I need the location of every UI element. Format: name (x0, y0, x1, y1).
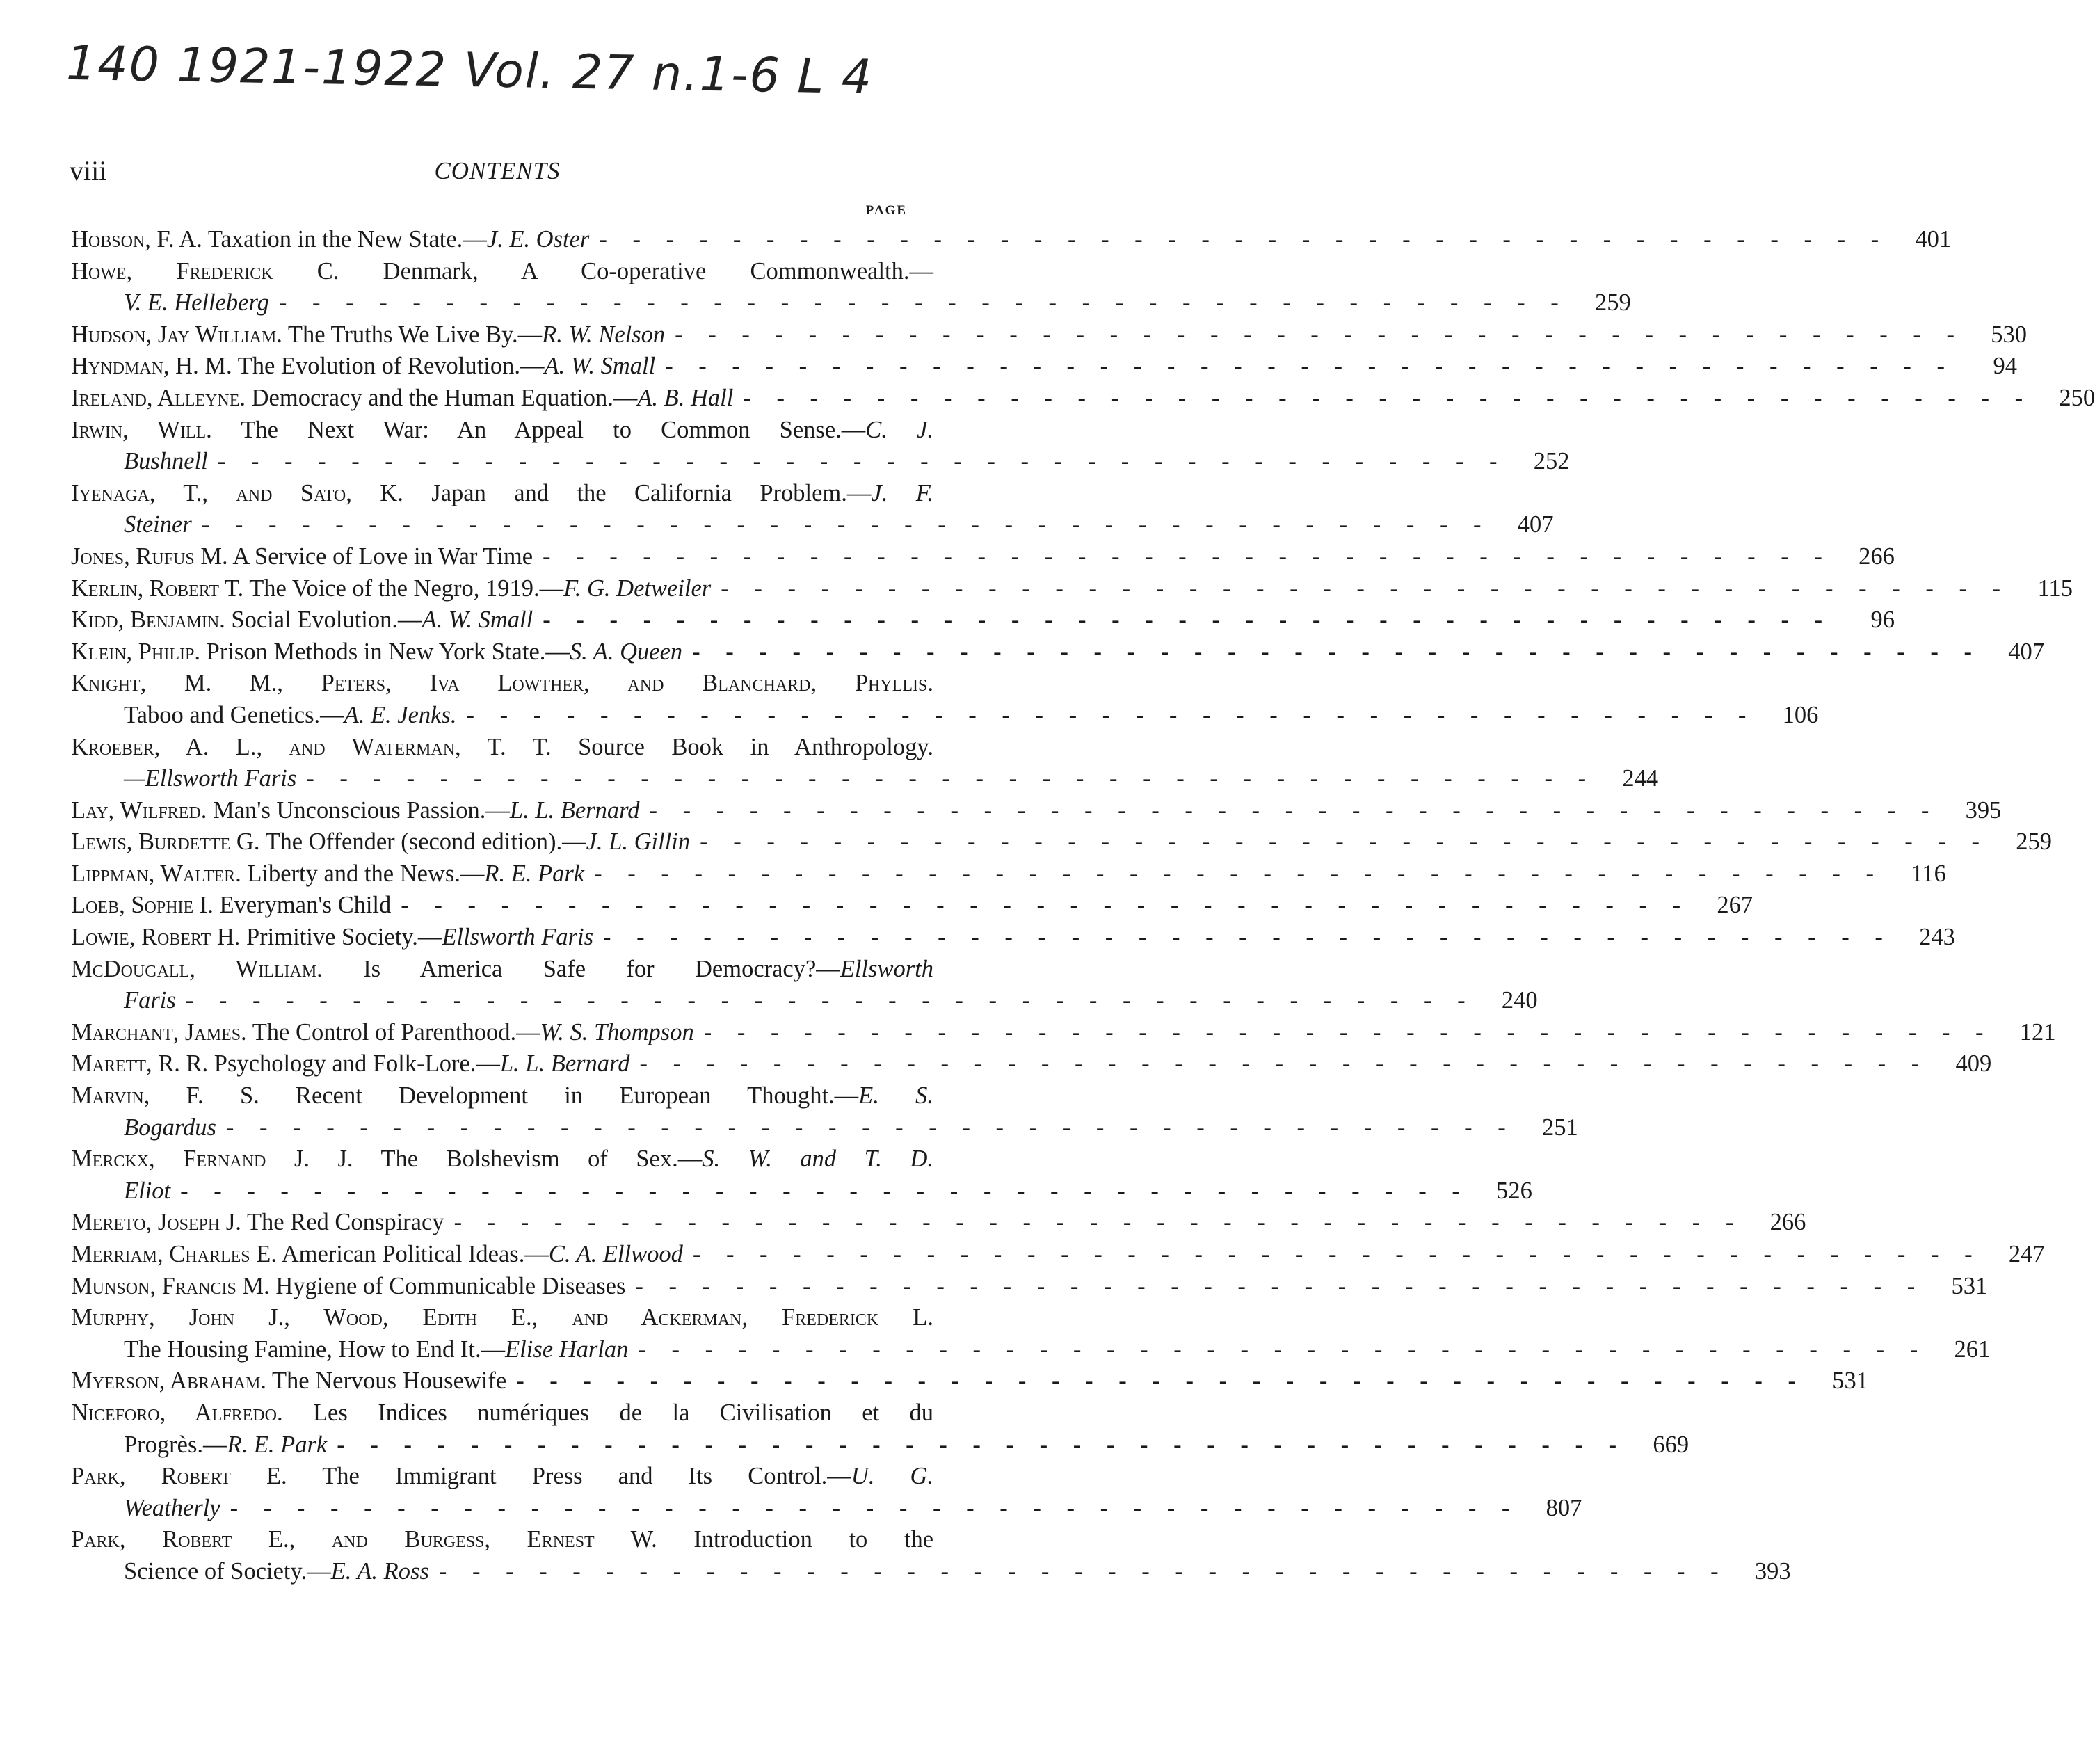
entry-reviewer: Bogardus (124, 1114, 216, 1141)
entry-page-number: 526 (1496, 1177, 1532, 1204)
entry-title: Prison Methods in New York State.— (206, 638, 570, 665)
page-header (70, 154, 925, 189)
entry-title: Science of Society.— (124, 1557, 331, 1585)
entry-page-number: 247 (2008, 1241, 2045, 1267)
entry-author: Iyenaga, T., and Sato, K. (71, 479, 403, 506)
entry-author: Murphy, John J., Wood, Edith E., and Ackerman, Frederick L. (71, 1304, 933, 1331)
entry-reviewer: S. A. Queen (569, 638, 683, 665)
entry-author: Marvin, F. S. (71, 1082, 259, 1109)
dot-leader: - - - - - - - - - - - - - - - - - - - - - - - - - - - - - - - - - - - - - - - (438, 1557, 1728, 1585)
contents-entry (71, 1144, 933, 1176)
dot-leader: - - - - - - - - - - - - - - - - - - - - - - - - - - - - - - - - - - - - - - - (180, 1177, 1470, 1204)
entry-page-number: 531 (1951, 1272, 1988, 1299)
entry-title: Taboo and Genetics.— (124, 701, 344, 728)
contents-entry (71, 604, 1895, 636)
entry-author: Jones, Rufus M. (71, 543, 228, 570)
entry-title: Liberty and the News.— (247, 860, 485, 887)
entry-title: The Evolution of Revolution.— (237, 353, 545, 380)
contents-entry (71, 636, 2044, 668)
contents-entry (71, 319, 2027, 351)
contents-list (71, 224, 2095, 1588)
entry-reviewer: J. F. (871, 479, 933, 506)
entry-reviewer: J. E. Oster (486, 226, 590, 252)
entry-reviewer: S. W. and T. D. (702, 1146, 933, 1173)
contents-entry (71, 1524, 933, 1556)
entry-title: The Bolshevism of Sex.— (380, 1146, 703, 1173)
dot-leader: - - - - - - - - - - - - - - - - - - - - - - - - - - - - - - - - - - - - - - - (201, 511, 1491, 538)
dot-leader: - - - - - - - - - - - - - - - - - - - - - - - - - - - - - - - - - - - - - - - (230, 1494, 1520, 1521)
entry-page-number: 240 (1501, 987, 1538, 1014)
entry-title: Social Evolution.— (231, 607, 422, 634)
entry-reviewer: F. G. Detweiler (563, 575, 712, 602)
entry-title: The Red Conspiracy (246, 1209, 444, 1236)
entry-reviewer: Bushnell (124, 448, 208, 475)
contents-entry (71, 954, 933, 986)
contents-entry-continuation (71, 1556, 1791, 1588)
contents-entry-continuation (71, 1112, 1578, 1144)
entry-author: Lowie, Robert H. (71, 924, 241, 951)
entry-title: Hygiene of Communicable Diseases (275, 1272, 626, 1299)
contents-entry (71, 1239, 2045, 1271)
contents-entry (71, 1397, 933, 1429)
entry-author: Kroeber, A. L., and Waterman, T. T. (71, 733, 552, 760)
entry-author: Loeb, Sophie I. (71, 892, 214, 919)
entry-page-number: 401 (1915, 226, 1952, 252)
contents-entry (71, 383, 2095, 415)
entry-page-number: 252 (1533, 448, 1570, 475)
entry-author: Lippman, Walter. (71, 860, 241, 887)
entry-title: A Service of Love in War Time (232, 543, 533, 570)
entry-page-number: 807 (1546, 1494, 1582, 1521)
entry-reviewer: L. L. Bernard (499, 1050, 630, 1077)
dot-leader: - - - - - - - - - - - - - - - - - - - - - - - - - - - - - - - - - - - - - - - (665, 353, 1954, 380)
dot-leader: - - - - - - - - - - - - - - - - - - - - - - - - - - - - - - - - - - - - - - - (466, 701, 1756, 728)
entry-page-number: 395 (1965, 796, 2002, 824)
entry-page-number: 407 (1517, 511, 1554, 538)
entry-title: Democracy and the Human Equation.— (251, 384, 638, 411)
entry-title: Is America Safe for Democracy?— (363, 955, 840, 982)
entry-title: Progrès.— (124, 1431, 227, 1458)
entry-reviewer: E. A. Ross (330, 1557, 429, 1585)
entry-page-number: 116 (1911, 860, 1946, 887)
dot-leader: - - - - - - - - - - - - - - - - - - - - - - - - - - - - - - - - - - - - - - - (675, 321, 1964, 348)
entry-reviewer: W. S. Thompson (540, 1018, 694, 1045)
entry-title: The Control of Parenthood.— (252, 1018, 540, 1045)
contents-entry (71, 224, 1952, 256)
entry-title: Primitive Society.— (246, 924, 442, 951)
entry-reviewer: V. E. Helleberg (124, 289, 269, 316)
entry-reviewer: C. J. (865, 416, 933, 443)
entry-author: Lay, Wilfred. (71, 796, 207, 824)
dot-leader: - - - - - - - - - - - - - - - - - - - - - - - - - - - - - - - - - - - - - - - (306, 765, 1596, 792)
entry-page-number: 259 (2016, 828, 2052, 856)
entry-reviewer: A. W. Small (544, 353, 656, 380)
entry-title: Man's Unconscious Passion.— (212, 796, 510, 824)
entry-reviewer: Ellsworth (840, 955, 934, 982)
entry-reviewer: —Ellsworth Faris (124, 765, 297, 792)
contents-entry (71, 858, 1946, 890)
entry-author: Park, Robert E., and Burgess, Ernest W. (71, 1526, 657, 1553)
contents-entry-continuation (71, 1429, 1689, 1461)
entry-title: The Immigrant Press and Its Control.— (322, 1463, 851, 1490)
entry-title: The Voice of the Negro, 1919.— (249, 575, 564, 602)
entry-page-number: 94 (1993, 353, 2017, 380)
contents-entry (71, 1080, 933, 1112)
contents-entry (71, 351, 2017, 383)
dot-leader: - - - - - - - - - - - - - - - - - - - - - - - - - - - - - - - - - - - - - - - (638, 1336, 1928, 1363)
entry-page-number: 115 (2037, 575, 2073, 602)
contents-entry (71, 890, 1753, 922)
entry-reviewer: A. B. Hall (637, 384, 734, 411)
entry-author: Lewis, Burdette G. (71, 828, 260, 856)
contents-entry (71, 541, 1895, 573)
entry-reviewer: R. W. Nelson (542, 321, 666, 348)
entry-page-number: 121 (2019, 1018, 2056, 1045)
dot-leader: - - - - - - - - - - - - - - - - - - - - - - - - - - - - - - - - - - - - - - - (337, 1431, 1627, 1458)
entry-author: Knight, M. M., Peters, Iva Lowther, and Blanchard, Phyllis. (71, 670, 933, 697)
entry-title: Psychology and Folk-Lore.— (214, 1050, 500, 1077)
entry-title: The Next War: An Appeal to Common Sense.— (241, 416, 866, 443)
entry-title: Les Indices numériques de la Civilisation et du (312, 1399, 933, 1426)
dot-leader: - - - - - - - - - - - - - - - - - - - - - - - - - - - - - - - - - - - - - - - (603, 924, 1893, 951)
contents-entry-continuation (71, 700, 1819, 732)
contents-entry (71, 922, 1955, 954)
contents-entry-continuation (71, 1176, 1532, 1208)
entry-author: Kerlin, Robert T. (71, 575, 244, 602)
entry-page-number: 243 (1919, 924, 1955, 951)
entry-page-number: 106 (1782, 701, 1819, 728)
dot-leader: - - - - - - - - - - - - - - - - - - - - - - - - - - - - - - - - - - - - - - - (543, 607, 1833, 634)
dot-leader: - - - - - - - - - - - - - - - - - - - - - - - - - - - - - - - - - - - - - - - (278, 289, 1568, 316)
dot-leader: - - - - - - - - - - - - - - - - - - - - - - - - - - - - - - - - - - - - - - - (401, 892, 1691, 919)
entry-reviewer: A. W. Small (422, 607, 533, 634)
entry-title: American Political Ideas.— (281, 1241, 549, 1267)
entry-page-number: 266 (1859, 543, 1895, 570)
entry-title: The Offender (second edition).— (265, 828, 586, 856)
contents-entry (71, 1017, 2056, 1049)
contents-entry (71, 1302, 933, 1334)
dot-leader: - - - - - - - - - - - - - - - - - - - - - - - - - - - - - - - - - - - - - - - (692, 638, 1982, 665)
contents-entry (71, 668, 933, 700)
entry-author: Irwin, Will. (71, 416, 212, 443)
contents-entry (71, 478, 933, 510)
entry-title: The Truths We Live By.— (287, 321, 543, 348)
entry-title: Recent Development in European Thought.— (296, 1082, 859, 1109)
entry-page-number: 261 (1954, 1336, 1991, 1363)
dot-leader: - - - - - - - - - - - - - - - - - - - - - - - - - - - - - - - - - - - - - - - (217, 448, 1507, 475)
contents-entry (71, 415, 933, 447)
entry-reviewer: L. L. Bernard (509, 796, 640, 824)
contents-entry (71, 732, 933, 764)
entry-author: McDougall, William. (71, 955, 323, 982)
entry-page-number: 393 (1754, 1557, 1791, 1585)
entry-title: Japan and the California Problem.— (431, 479, 872, 506)
entry-author: Mereto, Joseph J. (71, 1209, 241, 1236)
entry-title: Source Book in Anthropology. (578, 733, 934, 760)
entry-author: Munson, Francis M. (71, 1272, 270, 1299)
entry-author: Merriam, Charles E. (71, 1241, 277, 1267)
entry-page-number: 251 (1541, 1114, 1578, 1141)
entry-title: Introduction to the (693, 1526, 934, 1553)
entry-author: Ireland, Alleyne. (71, 384, 246, 411)
entry-title: The Housing Famine, How to End It.— (124, 1336, 506, 1363)
contents-entry (71, 1461, 933, 1493)
contents-entry-continuation (71, 1334, 1991, 1366)
entry-reviewer: E. S. (858, 1082, 933, 1109)
folio-number: viii (70, 155, 107, 186)
entry-author: Hyndman, H. M. (71, 353, 232, 380)
entry-author: Myerson, Abraham. (71, 1368, 266, 1395)
entry-reviewer: U. G. (851, 1463, 933, 1490)
entry-reviewer: Eliot (124, 1177, 171, 1204)
dot-leader: - - - - - - - - - - - - - - - - - - - - - - - - - - - - - - - - - - - - - - - (635, 1272, 1925, 1299)
entry-reviewer: R. E. Park (484, 860, 585, 887)
contents-entry-continuation (71, 446, 1570, 478)
entry-page-number: 244 (1622, 765, 1659, 792)
entry-author: Hudson, Jay William. (71, 321, 282, 348)
contents-entry-continuation (71, 287, 1631, 319)
contents-entry (71, 1365, 1868, 1397)
contents-entry (71, 826, 2052, 858)
entry-reviewer: Faris (124, 987, 176, 1014)
entry-reviewer: Weatherly (124, 1494, 220, 1521)
entry-reviewer: A. E. Jenks. (344, 701, 457, 728)
contents-entry-continuation (71, 763, 1659, 795)
entry-author: Kidd, Benjamin. (71, 607, 225, 634)
page-column-label: PAGE (865, 203, 907, 218)
dot-leader: - - - - - - - - - - - - - - - - - - - - - - - - - - - - - - - - - - - - - - - (516, 1368, 1806, 1395)
entry-author: Park, Robert E. (71, 1463, 287, 1490)
entry-reviewer: Elise Harlan (505, 1336, 629, 1363)
entry-page-number: 266 (1769, 1209, 1806, 1236)
entry-author: Marchant, James. (71, 1018, 247, 1045)
entry-author: Klein, Philip. (71, 638, 200, 665)
entry-page-number: 409 (1955, 1050, 1992, 1077)
entry-title: The Nervous Housewife (271, 1368, 507, 1395)
contents-entry (71, 795, 2002, 827)
handwritten-annotation: 140 1921-1922 Vol. 27 n.1-6 L 4 (65, 35, 874, 106)
dot-leader: - - - - - - - - - - - - - - - - - - - - - - - - - - - - - - - - - - - - - - - (700, 828, 1989, 856)
dot-leader: - - - - - - - - - - - - - - - - - - - - - - - - - - - - - - - - - - - - - - - (453, 1209, 1744, 1236)
dot-leader: - - - - - - - - - - - - - - - - - - - - - - - - - - - - - - - - - - - - - - - (599, 226, 1889, 252)
dot-leader: - - - - - - - - - - - - - - - - - - - - - - - - - - - - - - - - - - - - - - - (743, 384, 2033, 411)
entry-reviewer: C. A. Ellwood (548, 1241, 683, 1267)
entry-page-number: 250 (2059, 384, 2095, 411)
contents-entry (71, 1048, 1992, 1080)
entry-title: Everyman's Child (219, 892, 392, 919)
entry-page-number: 531 (1832, 1368, 1868, 1395)
contents-entry-continuation (71, 985, 1538, 1017)
dot-leader: - - - - - - - - - - - - - - - - - - - - - - - - - - - - - - - - - - - - - - - (225, 1114, 1516, 1141)
entry-author: Howe, Frederick C. (71, 257, 339, 284)
entry-page-number: 267 (1717, 892, 1753, 919)
entry-reviewer: R. E. Park (227, 1431, 328, 1458)
entry-reviewer: Steiner (124, 511, 192, 538)
entry-title: Taxation in the New State.— (207, 226, 487, 252)
entry-page-number: 96 (1870, 607, 1895, 634)
entry-author: Marett, R. R. (71, 1050, 209, 1077)
contents-entry-continuation (71, 1493, 1582, 1525)
entry-reviewer: Ellsworth Faris (442, 924, 594, 951)
entry-page-number: 530 (1991, 321, 2027, 348)
entry-title: Denmark, A Co-operative Commonwealth.— (383, 257, 934, 284)
dot-leader: - - - - - - - - - - - - - - - - - - - - - - - - - - - - - - - - - - - - - - - (721, 575, 2011, 602)
entry-author: Hobson, F. A. (71, 226, 202, 252)
running-head: CONTENTS (434, 157, 561, 184)
entry-reviewer: J. L. Gillin (586, 828, 691, 856)
dot-leader: - - - - - - - - - - - - - - - - - - - - - - - - - - - - - - - - - - - - - - - (703, 1018, 1993, 1045)
entry-page-number: 259 (1594, 289, 1631, 316)
dot-leader: - - - - - - - - - - - - - - - - - - - - - - - - - - - - - - - - - - - - - - - (594, 860, 1884, 887)
entry-author: Niceforo, Alfredo. (71, 1399, 283, 1426)
dot-leader: - - - - - - - - - - - - - - - - - - - - - - - - - - - - - - - - - - - - - - - (692, 1241, 1982, 1267)
dot-leader: - - - - - - - - - - - - - - - - - - - - - - - - - - - - - - - - - - - - - - - (639, 1050, 1929, 1077)
contents-entry (71, 1271, 1988, 1303)
dot-leader: - - - - - - - - - - - - - - - - - - - - - - - - - - - - - - - - - - - - - - - (185, 987, 1475, 1014)
dot-leader: - - - - - - - - - - - - - - - - - - - - - - - - - - - - - - - - - - - - - - - (543, 543, 1832, 570)
dot-leader: - - - - - - - - - - - - - - - - - - - - - - - - - - - - - - - - - - - - - - - (649, 796, 1939, 824)
contents-entry (71, 573, 2073, 605)
contents-entry (71, 256, 933, 288)
contents-entry (71, 1207, 1806, 1239)
entry-page-number: 407 (2008, 638, 2044, 665)
entry-author: Merckx, Fernand J. J. (71, 1146, 353, 1173)
contents-entry-continuation (71, 509, 1554, 541)
entry-page-number: 669 (1653, 1431, 1689, 1458)
